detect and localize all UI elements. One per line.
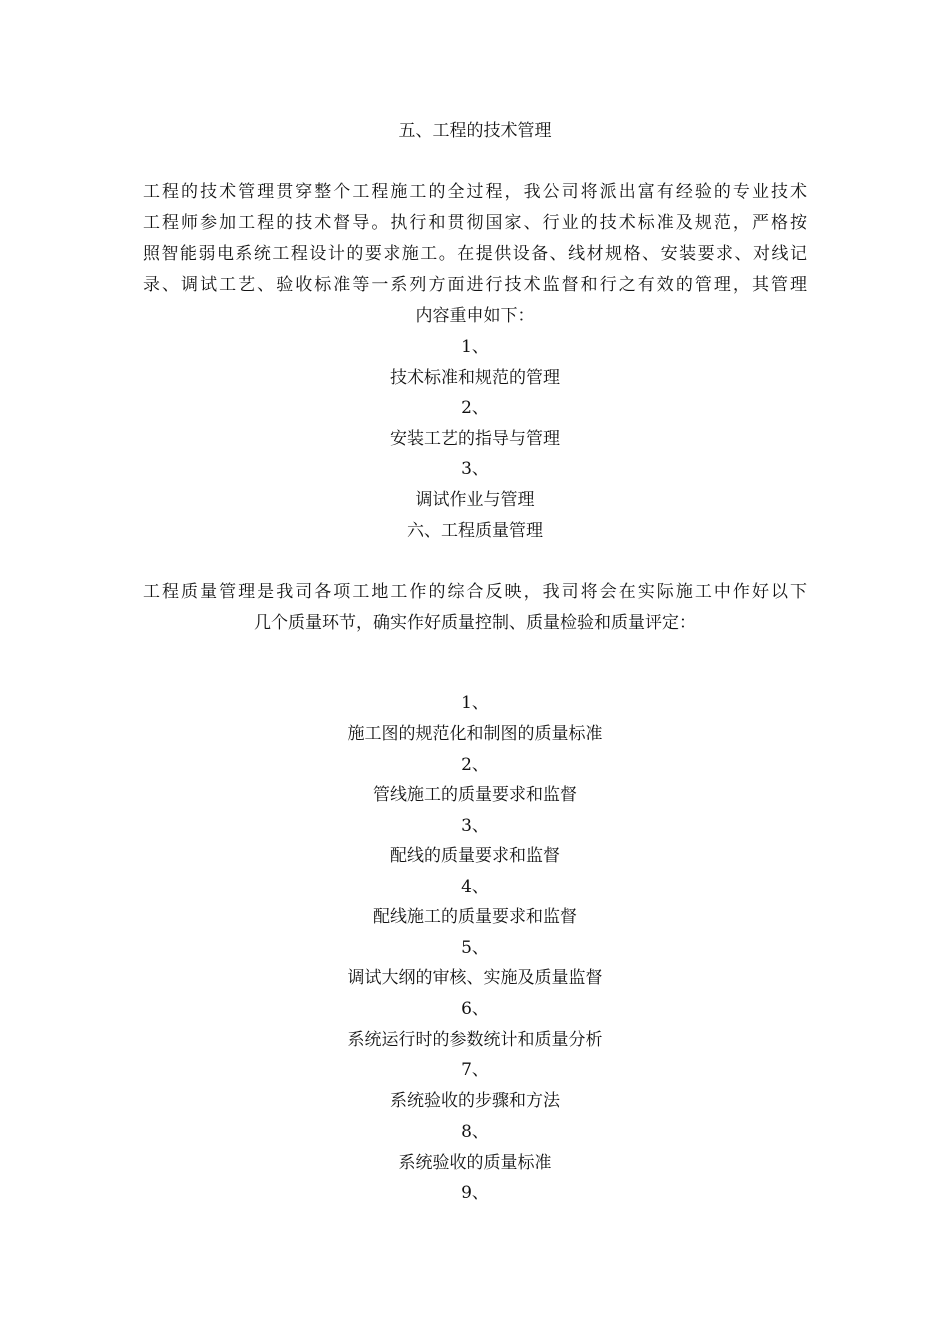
list-item-text: 调试作业与管理 <box>415 490 535 510</box>
list-item-text: 配线施工的质量要求和监督 <box>373 907 577 927</box>
section-6-paragraph-line: 工程质量管理是我司各项工地工作的综合反映，我司将会在实际施工中作好以下 <box>143 582 807 602</box>
section-5-heading: 五、工程的技术管理 <box>398 121 552 141</box>
list-item-number: 6、 <box>461 999 489 1019</box>
list-item-text: 系统验收的步骤和方法 <box>390 1091 560 1111</box>
list-item-number: 9、 <box>461 1183 489 1203</box>
section-6-paragraph-last-line: 几个质量环节，确实作好质量控制、质量检验和质量评定： <box>254 613 696 633</box>
list-item-number: 8、 <box>461 1122 489 1142</box>
list-item-number: 3、 <box>461 459 489 479</box>
list-item-text: 安装工艺的指导与管理 <box>390 429 560 449</box>
list-item-text: 施工图的规范化和制图的质量标准 <box>347 724 603 744</box>
list-item-text: 系统验收的质量标准 <box>398 1153 552 1173</box>
list-item-number: 4、 <box>461 877 489 897</box>
list-item-number: 2、 <box>461 398 489 418</box>
list-item-text: 调试大纲的审核、实施及质量监督 <box>347 968 603 988</box>
section-5-paragraph-line: 工程师参加工程的技术督导。执行和贯彻国家、行业的技术标准及规范，严格按 <box>143 213 807 233</box>
list-item-text: 技术标准和规范的管理 <box>390 368 560 388</box>
list-item-number: 1、 <box>461 693 489 713</box>
list-item-number: 7、 <box>461 1060 489 1080</box>
section-6-heading: 六、工程质量管理 <box>407 521 543 541</box>
list-item-number: 2、 <box>461 755 489 775</box>
list-item-text: 配线的质量要求和监督 <box>390 846 560 866</box>
section-5-paragraph-line: 照智能弱电系统工程设计的要求施工。在提供设备、线材规格、安装要求、对线记 <box>143 244 807 264</box>
list-item-number: 1、 <box>461 337 489 357</box>
section-5-paragraph-line: 工程的技术管理贯穿整个工程施工的全过程，我公司将派出富有经验的专业技术 <box>143 182 807 202</box>
section-5-paragraph-last-line: 内容重申如下： <box>415 306 535 326</box>
list-item-text: 系统运行时的参数统计和质量分析 <box>347 1030 603 1050</box>
list-item-text: 管线施工的质量要求和监督 <box>373 785 577 805</box>
list-item-number: 3、 <box>461 816 489 836</box>
list-item-number: 5、 <box>461 938 489 958</box>
section-5-paragraph-line: 录、调试工艺、验收标准等一系列方面进行技术监督和行之有效的管理，其管理 <box>143 275 807 295</box>
